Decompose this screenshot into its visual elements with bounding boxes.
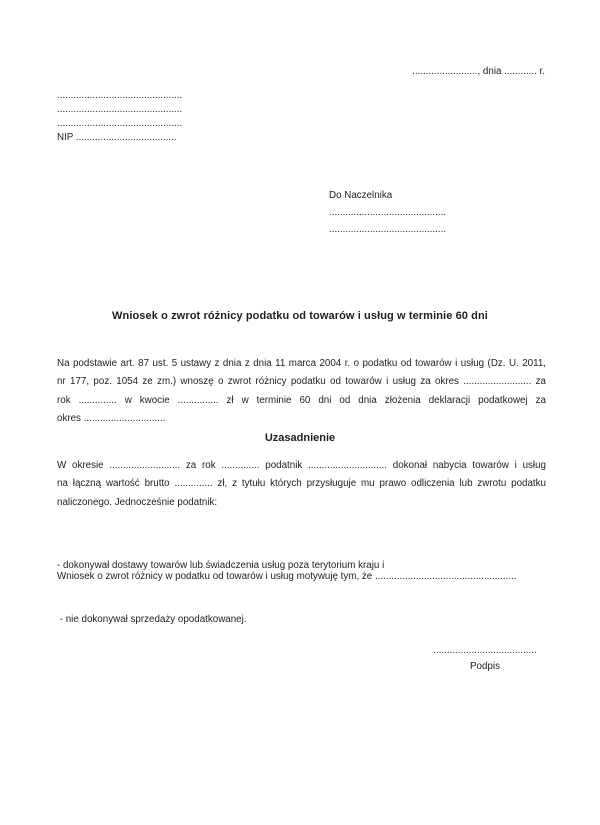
sender-block <box>57 89 182 145</box>
recipient-block <box>329 187 446 238</box>
list-item: - nie dokonywał sprzedaży opodatkowanej. <box>57 614 247 625</box>
recipient-heading: Do Naczelnika <box>329 190 393 201</box>
justification-paragraph <box>57 457 546 512</box>
sender-fill-line: .............................................. <box>57 90 183 101</box>
paragraph-line: okres .............................. <box>57 412 166 424</box>
list-item: - dokonywał dostawy towarów lub świadczenia usług poza terytorium kraju i <box>57 560 385 571</box>
recipient-fill-line: ........................................... <box>329 207 447 218</box>
sender-fill-line: .............................................. <box>57 118 183 129</box>
date-place-line: ........................, dnia ............ r. <box>412 66 545 77</box>
signature-label: Podpis <box>470 661 500 672</box>
paragraph-line: naliczonego. Jednocześnie podatnik: <box>57 496 218 508</box>
paragraph-line: na łączną wartość brutto .............. zł, z tytułu których przysługuje mu prawo odliczenia lub zwrotu podatku <box>57 478 546 490</box>
signature-fill-line: ...................................... <box>433 645 537 656</box>
legal-basis-paragraph <box>57 355 546 428</box>
paragraph-line: Na podstawie art. 87 ust. 5 ustawy z dnia z dnia 11 marca 2004 r. o podatku od towarów i usług (Dz. U. 2011, <box>57 358 546 369</box>
justification-heading: Uzasadnienie <box>264 432 336 444</box>
paragraph-line: W okresie .......................... za rok .............. podatnik ............................. dokonał nabycia towarów i usług <box>57 460 546 471</box>
sender-nip-line: NIP ..................................... <box>57 132 177 143</box>
signature-block <box>427 645 543 672</box>
paragraph-line: nr 177, poz. 1054 ze zm.) wnoszę o zwrot różnicy podatku od towarów i usług za okres ......................... za <box>57 376 546 388</box>
document-title: Wniosek o zwrot różnicy podatku od towarów i usług w terminie 60 dni <box>112 310 488 322</box>
sender-fill-line: .............................................. <box>57 104 183 115</box>
paragraph-line: rok .............. w kwocie ............... zł w terminie 60 dni od dnia złożenia deklaracji podatkowej za <box>57 394 546 406</box>
motivation-line: Wniosek o zwrot różnicy w podatku od towarów i usług motywuję tym, że .................................................... <box>57 571 517 582</box>
recipient-fill-line: ........................................... <box>329 224 447 235</box>
conditions-list <box>57 521 546 665</box>
